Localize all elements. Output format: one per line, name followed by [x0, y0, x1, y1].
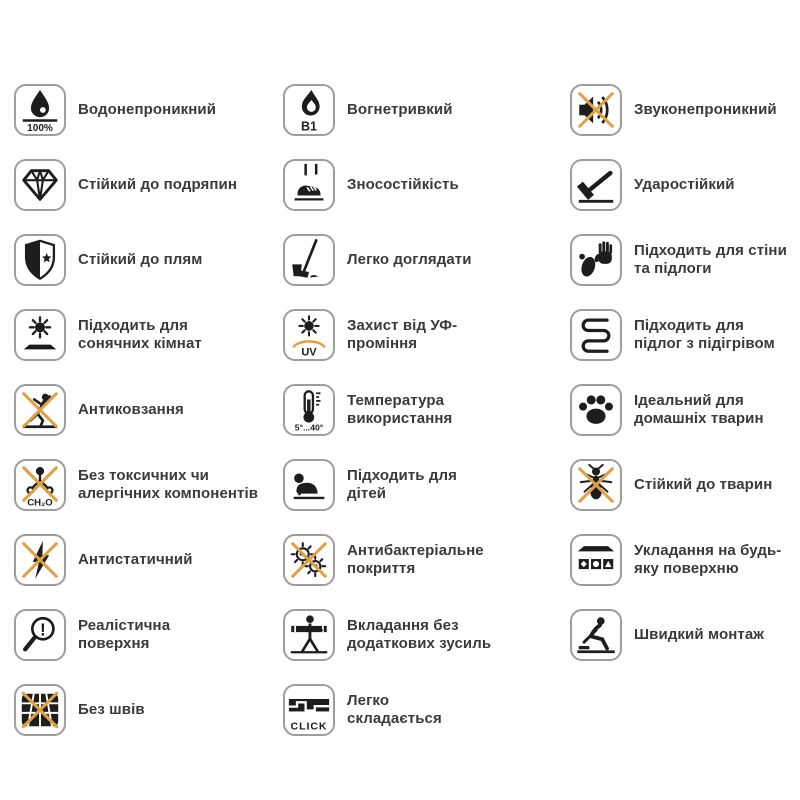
- feature-wall-and-floor: [570, 222, 800, 297]
- carry-plank-icon: [286, 612, 332, 658]
- slipping-person-crossed-icon: [17, 387, 63, 433]
- feature-sunny-rooms: [14, 297, 263, 372]
- speaker-crossed-icon: [573, 87, 619, 133]
- any-surface-label: Укладання на будь-яку поверхню: [634, 541, 782, 577]
- feature-underfloor-heating: [570, 297, 800, 372]
- svg-text:5°...40°: 5°...40°: [294, 422, 324, 433]
- icon-box: [570, 609, 622, 661]
- feature-fire-resistant: [283, 72, 497, 147]
- icon-box: [570, 459, 622, 511]
- icon-box: [14, 159, 66, 211]
- icon-box: [283, 459, 335, 511]
- icon-box: [14, 384, 66, 436]
- seamless-label: Без швів: [78, 700, 145, 718]
- icon-box: [283, 609, 335, 661]
- icon-box: [283, 84, 335, 136]
- icon-box: [570, 534, 622, 586]
- icon-box: [570, 309, 622, 361]
- svg-text:UV: UV: [301, 346, 317, 358]
- icon-box: [14, 609, 66, 661]
- heating-coil-icon: [573, 312, 619, 358]
- molecule-crossed-icon: [17, 462, 63, 508]
- feature-column-1: [14, 72, 263, 747]
- child-friendly-label: Підходить для дітей: [347, 466, 457, 502]
- feature-effortless-installation: [283, 597, 497, 672]
- icon-box: [570, 84, 622, 136]
- feature-usage-temperature: [283, 372, 497, 447]
- thermometer-icon: [286, 387, 332, 433]
- lightning-crossed-icon: [17, 537, 63, 583]
- crawling-baby-icon: [286, 462, 332, 508]
- soundproof-label: Звуконепроникний: [634, 100, 777, 118]
- easy-care-label: Легко доглядати: [347, 250, 472, 268]
- waterproof-label: Водонепроникний: [78, 100, 217, 118]
- paw-icon: [573, 387, 619, 433]
- pest-resistant-label: Стійкий до тварин: [634, 475, 773, 493]
- feature-pest-resistant: [570, 447, 800, 522]
- scratch-resistant-label: Стійкий до подряпин: [78, 175, 238, 193]
- feature-stain-resistant: [14, 222, 263, 297]
- hand-foot-icon: [573, 237, 619, 283]
- icon-box: [283, 684, 335, 736]
- mop-bucket-icon: [286, 237, 332, 283]
- antibacterial-label: Антибактеріальне покриття: [347, 541, 484, 577]
- uv-sun-icon: [286, 312, 332, 358]
- feature-impact-resistant: [570, 147, 800, 222]
- easy-assembly-label: Легко складається: [347, 691, 442, 727]
- icon-box: [283, 159, 335, 211]
- quick-installation-label: Швидкий монтаж: [634, 625, 764, 643]
- uv-protection-label: Захист від УФ-проміння: [347, 316, 458, 352]
- surface-shapes-icon: [573, 537, 619, 583]
- icon-box: [570, 384, 622, 436]
- feature-soundproof: [570, 72, 800, 147]
- kneeling-installer-icon: [573, 612, 619, 658]
- realistic-surface-label: Реалістична поверхня: [78, 616, 171, 652]
- feature-antistatic: [14, 522, 263, 597]
- icon-box: [570, 234, 622, 286]
- fire-resistant-label: Вогнетривкий: [347, 100, 453, 118]
- feature-pet-friendly: [570, 372, 800, 447]
- sun-floor-icon: [17, 312, 63, 358]
- feature-column-3: [570, 72, 800, 672]
- impact-resistant-label: Ударостійкий: [634, 175, 735, 193]
- svg-text:CH₂O: CH₂O: [27, 497, 53, 508]
- underfloor-heating-label: Підходить для підлог з підігрівом: [634, 316, 775, 352]
- non-toxic-label: Без токсичних чи алергічних компонентів: [78, 466, 259, 502]
- pet-friendly-label: Ідеальний для домашніх тварин: [634, 391, 764, 427]
- hammer-icon: [573, 162, 619, 208]
- icon-box: [14, 534, 66, 586]
- feature-child-friendly: [283, 447, 497, 522]
- flame-icon: [286, 87, 332, 133]
- feature-easy-assembly: [283, 672, 497, 747]
- feature-antibacterial: [283, 522, 497, 597]
- svg-text:CLICK: CLICK: [290, 720, 328, 733]
- shoe-step-icon: [286, 162, 332, 208]
- icon-box: [283, 384, 335, 436]
- wall-and-floor-label: Підходить для стіни та підлоги: [634, 241, 787, 277]
- icon-box: [14, 684, 66, 736]
- usage-temperature-label: Температура використання: [347, 391, 453, 427]
- feature-column-2: [283, 72, 497, 747]
- icon-box: [14, 309, 66, 361]
- feature-wear-resistant: [283, 147, 497, 222]
- icon-box: [283, 534, 335, 586]
- tiles-crossed-icon: [17, 687, 63, 733]
- anti-slip-label: Антиковзання: [78, 400, 184, 418]
- icon-box: [14, 459, 66, 511]
- icon-box: [14, 234, 66, 286]
- sunny-rooms-label: Підходить для сонячних кімнат: [78, 316, 202, 352]
- water-drop-icon: [17, 87, 63, 133]
- svg-text:!: !: [40, 618, 46, 639]
- diamond-icon: [17, 162, 63, 208]
- wear-resistant-label: Зносостійкість: [347, 175, 459, 193]
- feature-easy-care: [283, 222, 497, 297]
- feature-uv-protection: [283, 297, 497, 372]
- feature-anti-slip: [14, 372, 263, 447]
- click-lock-icon: [286, 687, 332, 733]
- feature-seamless: [14, 672, 263, 747]
- icon-box: [14, 84, 66, 136]
- feature-realistic-surface: [14, 597, 263, 672]
- shield-stain-icon: [17, 237, 63, 283]
- bacteria-crossed-icon: [286, 537, 332, 583]
- icon-box: [283, 234, 335, 286]
- magnifier-icon: [17, 612, 63, 658]
- icon-box: [283, 309, 335, 361]
- feature-non-toxic: [14, 447, 263, 522]
- svg-text:B1: B1: [301, 119, 317, 133]
- effortless-installation-label: Вкладання без додаткових зусиль: [347, 616, 492, 652]
- feature-quick-installation: [570, 597, 800, 672]
- feature-waterproof: [14, 72, 263, 147]
- antistatic-label: Антистатичний: [78, 550, 193, 568]
- ant-crossed-icon: [573, 462, 619, 508]
- icon-box: [570, 159, 622, 211]
- stain-resistant-label: Стійкий до плям: [78, 250, 203, 268]
- feature-scratch-resistant: [14, 147, 263, 222]
- feature-any-surface: [570, 522, 800, 597]
- svg-text:100%: 100%: [27, 122, 53, 133]
